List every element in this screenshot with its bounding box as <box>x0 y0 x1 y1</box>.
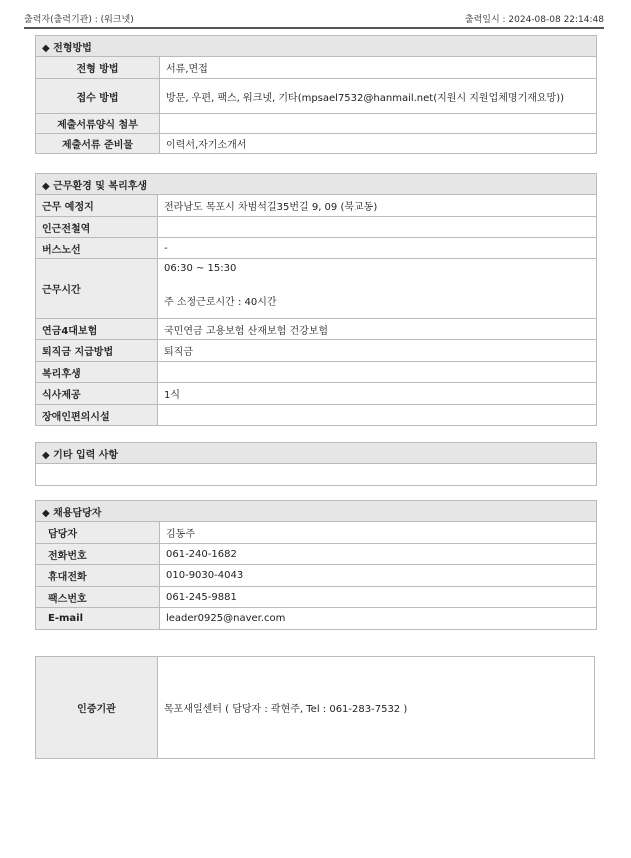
field-label: 근무 예정지 <box>36 195 158 217</box>
work-hours-range: 06:30 ~ 15:30 <box>164 263 237 274</box>
section-title: ◆ 전형방법 <box>36 36 597 57</box>
section-title: ◆ 기타 입력 사항 <box>36 443 597 464</box>
field-label: 인근전철역 <box>36 217 158 238</box>
selection-method-table <box>35 35 597 154</box>
print-datetime: 출력일시 : 2024-08-08 22:14:48 <box>464 15 604 25</box>
field-value: 서류,면접 <box>160 57 597 79</box>
field-value: 061-240-1682 <box>160 544 597 565</box>
field-label: E-mail <box>36 608 160 630</box>
field-value: 1식 <box>158 383 597 405</box>
field-value: 김동주 <box>160 522 597 544</box>
field-value: 퇴직금 <box>158 340 597 362</box>
cert-value: 목포새일센터 ( 담당자 : 곽현주, Tel : 061-283-7532 ) <box>158 657 595 759</box>
field-label: 담당자 <box>36 522 160 544</box>
field-value: 국민연금 고용보험 산재보험 건강보험 <box>158 319 597 340</box>
field-label: 팩스번호 <box>36 587 160 608</box>
field-value: 010-9030-4043 <box>160 565 597 587</box>
field-value <box>158 405 597 426</box>
etc-table <box>35 442 597 486</box>
field-label: 퇴직금 지급방법 <box>36 340 158 362</box>
contact-table <box>35 500 597 630</box>
field-label: 복리후생 <box>36 362 158 383</box>
section-title: ◆ 채용담당자 <box>36 501 597 522</box>
field-value <box>158 217 597 238</box>
work-hours-value <box>158 259 597 319</box>
field-value: 방문, 우편, 팩스, 워크넷, 기타(mpsael7532@hanmail.net(지원시 지원업체명기재요망)) <box>160 79 597 114</box>
field-label: 식사제공 <box>36 383 158 405</box>
field-label: 제출서류 준비물 <box>36 134 160 154</box>
certification-table <box>35 656 595 759</box>
section-title: ◆ 근무환경 및 복리후생 <box>36 174 597 195</box>
email-value: leader0925@naver.com <box>160 608 597 630</box>
field-label: 제출서류양식 첨부 <box>36 114 160 134</box>
weekly-hours: 주 소정근로시간 : 40시간 <box>164 297 277 308</box>
field-label: 버스노선 <box>36 238 158 259</box>
field-value: 이력서,자기소개서 <box>160 134 597 154</box>
printer-info: 출력자(출력기관) : (워크넷) <box>24 15 134 25</box>
etc-value <box>36 464 597 486</box>
print-header <box>24 12 604 26</box>
cert-label: 인증기관 <box>36 657 158 759</box>
field-label: 전화번호 <box>36 544 160 565</box>
field-label: 장애인편의시설 <box>36 405 158 426</box>
field-value: 전라남도 목포시 차범석길35번길 9, 09 (북교동) <box>158 195 597 217</box>
header-divider <box>24 27 604 29</box>
field-label: 접수 방법 <box>36 79 160 114</box>
field-value <box>158 362 597 383</box>
field-label: 근무시간 <box>36 259 158 319</box>
field-label: 전형 방법 <box>36 57 160 79</box>
field-value: - <box>158 238 597 259</box>
field-value: 061-245-9881 <box>160 587 597 608</box>
field-label: 연금4대보험 <box>36 319 158 340</box>
field-value <box>160 114 597 134</box>
field-label: 휴대전화 <box>36 565 160 587</box>
work-environment-table <box>35 173 597 426</box>
